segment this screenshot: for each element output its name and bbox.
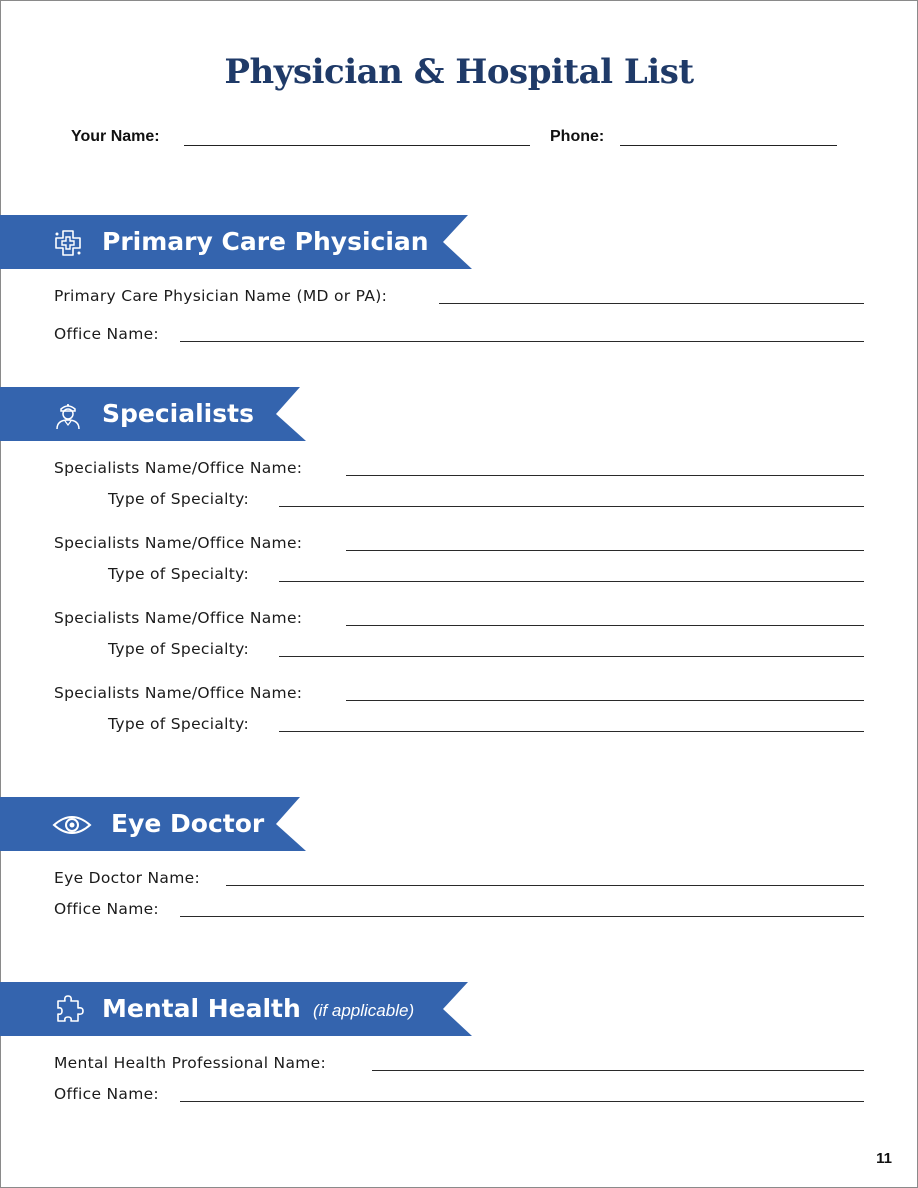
page-title: Physician & Hospital List bbox=[224, 52, 694, 92]
field-label: Type of Specialty: bbox=[108, 565, 249, 583]
section-note: (if applicable) bbox=[313, 1001, 415, 1020]
field-line[interactable] bbox=[346, 550, 864, 551]
field-row bbox=[54, 684, 864, 706]
your-name-line[interactable] bbox=[184, 145, 530, 146]
banner-primary-care bbox=[0, 215, 472, 269]
banner-mental-health bbox=[0, 982, 472, 1036]
field-line[interactable] bbox=[346, 475, 864, 476]
field-label: Primary Care Physician Name (MD or PA): bbox=[54, 287, 388, 305]
field-row bbox=[54, 459, 864, 481]
field-label: Specialists Name/Office Name: bbox=[54, 459, 303, 477]
field-line[interactable] bbox=[346, 700, 864, 701]
field-label: Type of Specialty: bbox=[108, 490, 249, 508]
field-row bbox=[54, 534, 864, 556]
field-label: Specialists Name/Office Name: bbox=[54, 684, 303, 702]
page-number: 11 bbox=[876, 1150, 892, 1167]
field-line[interactable] bbox=[279, 506, 864, 507]
field-row bbox=[54, 900, 864, 922]
field-row bbox=[54, 1054, 864, 1076]
medical-cross-icon bbox=[52, 228, 84, 258]
field-label: Specialists Name/Office Name: bbox=[54, 534, 303, 552]
field-label: Type of Specialty: bbox=[108, 640, 249, 658]
field-row bbox=[108, 565, 864, 587]
field-line[interactable] bbox=[279, 731, 864, 732]
field-line[interactable] bbox=[279, 656, 864, 657]
field-line[interactable] bbox=[279, 581, 864, 582]
eye-icon bbox=[52, 810, 92, 840]
section-title: Mental Health bbox=[102, 994, 301, 1023]
phone-label: Phone: bbox=[550, 128, 605, 145]
field-line[interactable] bbox=[439, 303, 864, 304]
field-line[interactable] bbox=[180, 341, 864, 342]
field-line[interactable] bbox=[372, 1070, 864, 1071]
field-label: Type of Specialty: bbox=[108, 715, 249, 733]
field-label: Office Name: bbox=[54, 325, 159, 343]
field-line[interactable] bbox=[346, 625, 864, 626]
field-label: Mental Health Professional Name: bbox=[54, 1054, 326, 1072]
section-title: Primary Care Physician bbox=[102, 227, 429, 256]
field-row bbox=[108, 490, 864, 512]
phone-line[interactable] bbox=[620, 145, 837, 146]
field-row bbox=[108, 715, 864, 737]
field-row bbox=[54, 1085, 864, 1107]
banner-specialists bbox=[0, 387, 306, 441]
section-title: Eye Doctor bbox=[111, 809, 265, 838]
section-title: Specialists bbox=[102, 399, 254, 428]
your-name-row bbox=[0, 128, 918, 148]
field-row bbox=[54, 869, 864, 891]
banner-eye-doctor bbox=[0, 797, 306, 851]
puzzle-icon bbox=[52, 995, 84, 1025]
field-row bbox=[108, 640, 864, 662]
field-line[interactable] bbox=[226, 885, 864, 886]
field-label: Office Name: bbox=[54, 900, 159, 918]
field-label: Specialists Name/Office Name: bbox=[54, 609, 303, 627]
field-row bbox=[54, 287, 864, 309]
field-label: Office Name: bbox=[54, 1085, 159, 1103]
field-label: Eye Doctor Name: bbox=[54, 869, 200, 887]
field-row bbox=[54, 325, 864, 347]
nurse-icon bbox=[52, 400, 84, 430]
your-name-label: Your Name: bbox=[71, 128, 160, 145]
field-line[interactable] bbox=[180, 1101, 864, 1102]
field-line[interactable] bbox=[180, 916, 864, 917]
field-row bbox=[54, 609, 864, 631]
